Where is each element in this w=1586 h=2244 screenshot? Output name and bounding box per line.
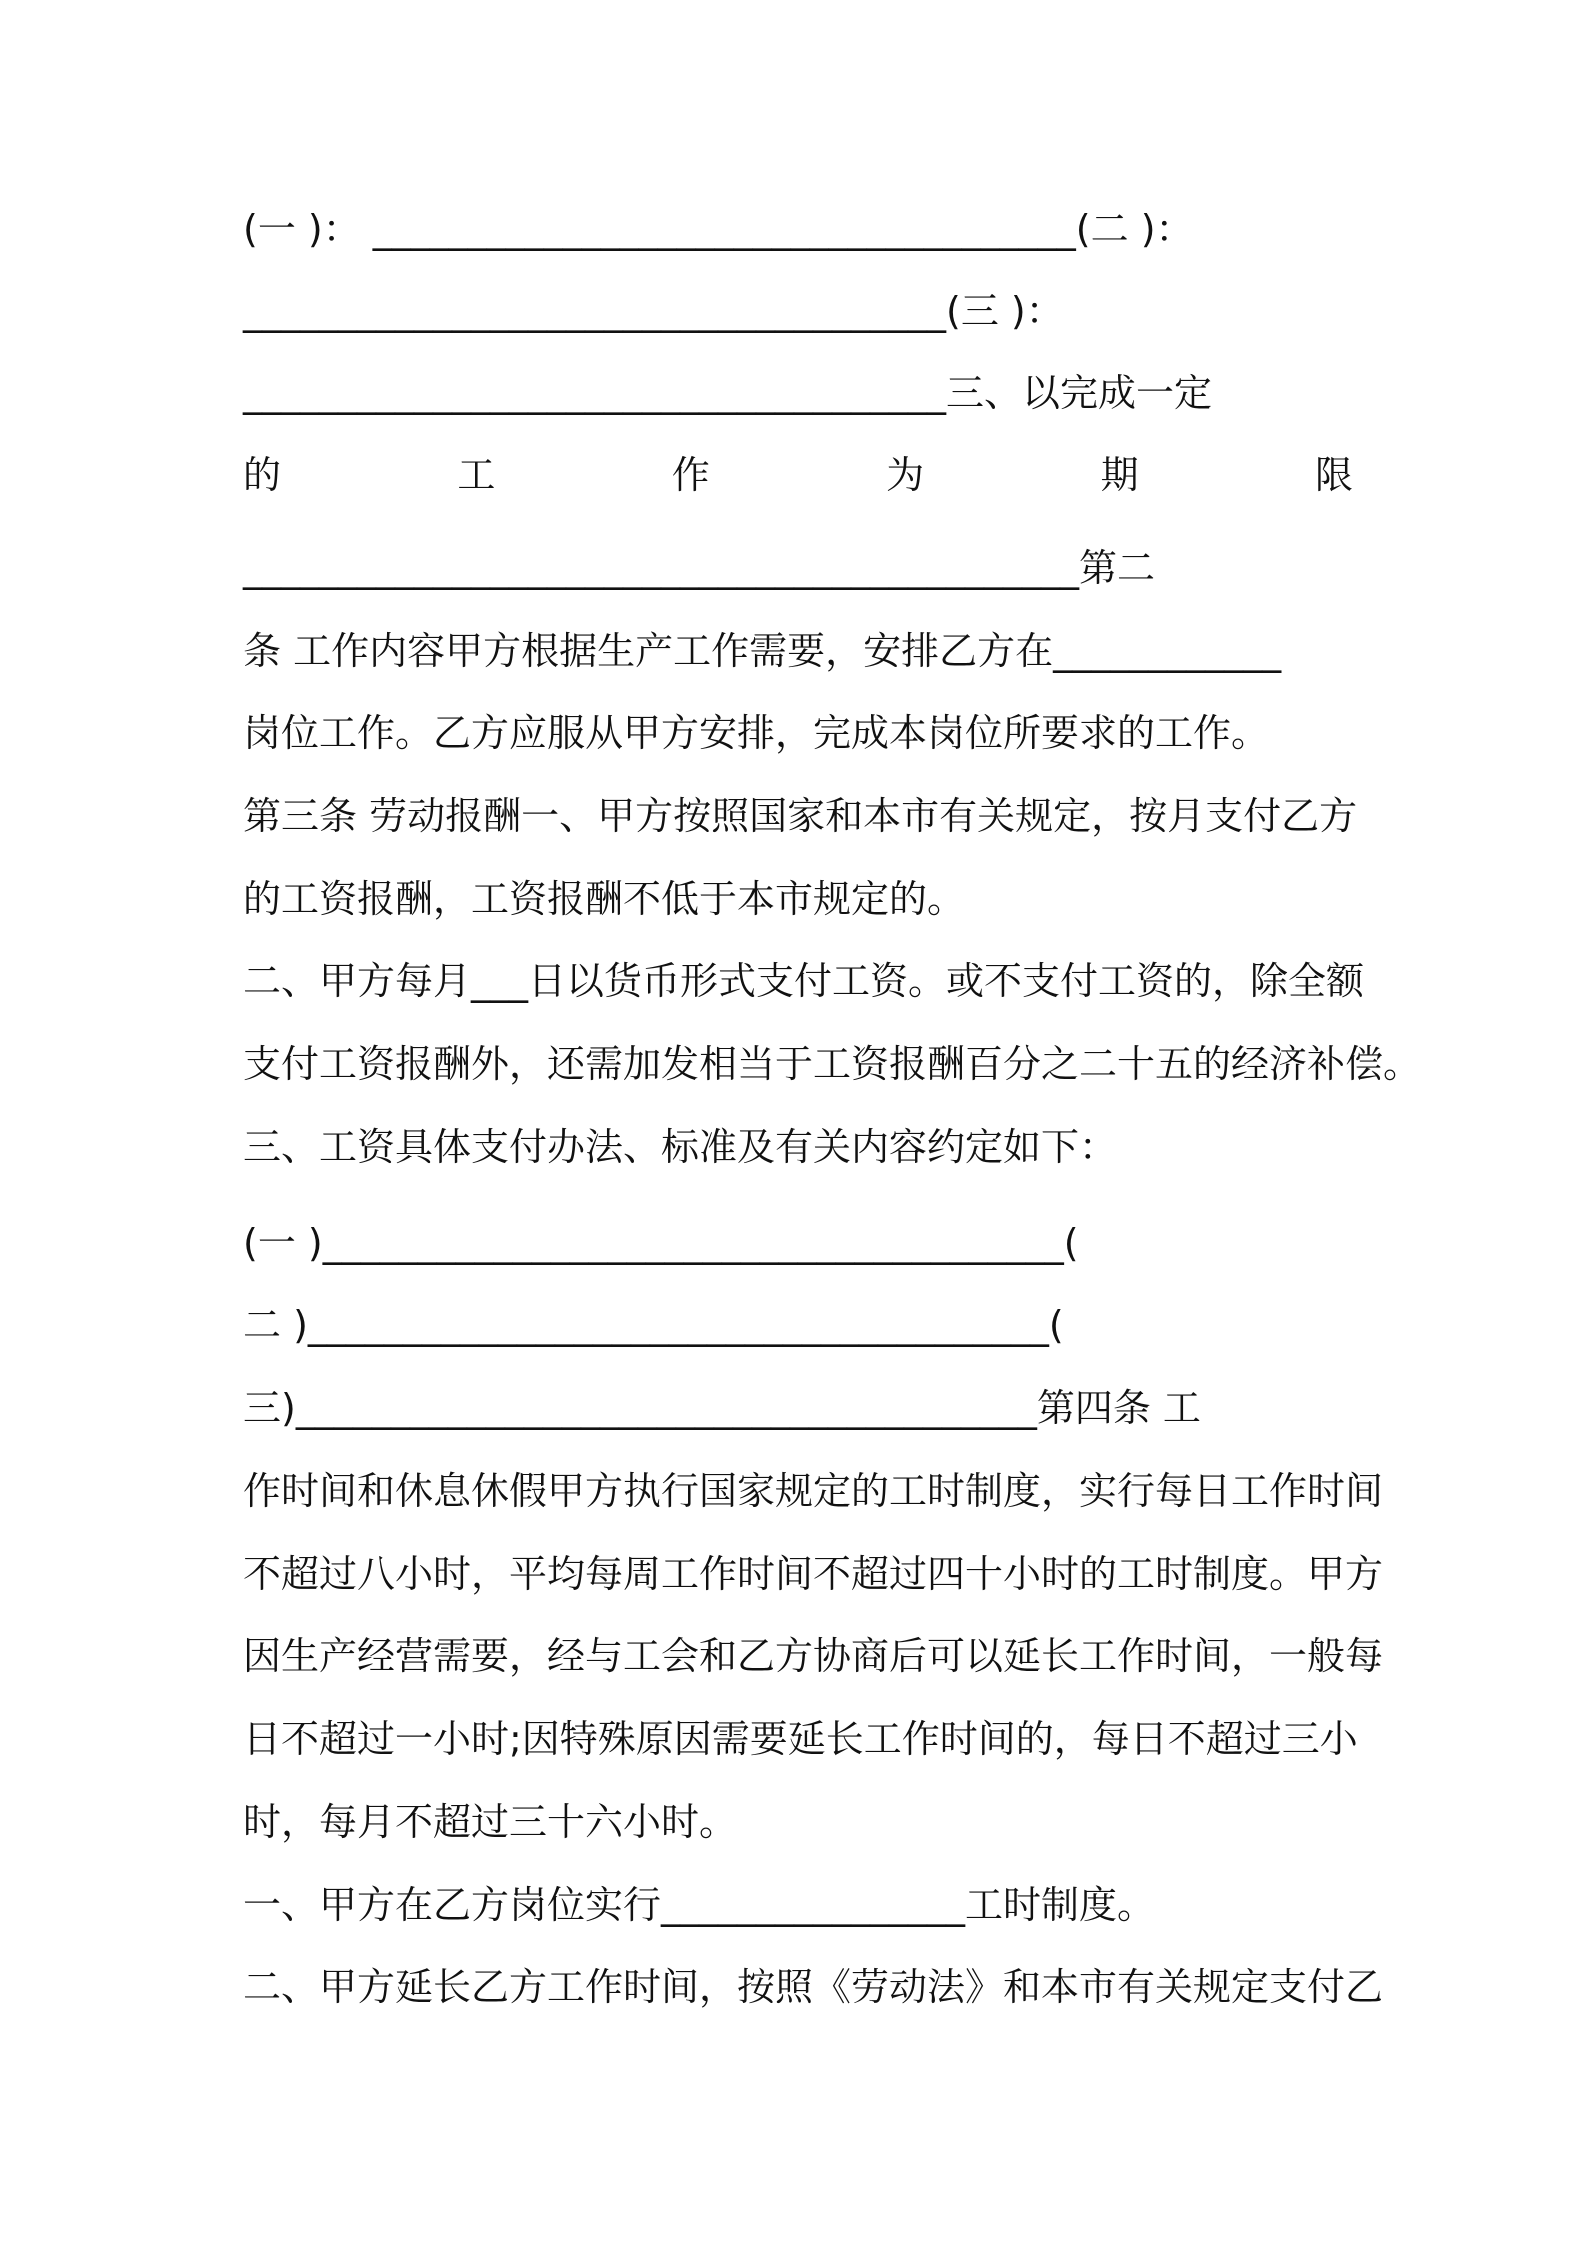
spaced-char-6: 限: [1314, 453, 1353, 497]
spaced-char-5: 期: [1100, 453, 1139, 497]
text-line-2: _____________________________________(三 )：: [243, 289, 1064, 333]
text-line-13: (一 )_______________________________________(: [243, 1221, 1079, 1265]
text-line-11: 支付工资报酬外，还需加发相当于工资报酬百分之二十五的经济补偿。: [243, 1042, 1422, 1086]
spaced-char-2: 工: [457, 453, 496, 497]
spaced-char-4: 为: [886, 453, 925, 497]
text-line-10: 二、甲方每月___日以货币形式支付工资。或不支付工资的，除全额: [243, 959, 1365, 1003]
text-line-5: ____________________________________________第二: [243, 546, 1156, 590]
text-line-21: 一、甲方在乙方岗位实行________________工时制度。: [243, 1883, 1156, 1927]
spaced-char-3: 作: [671, 453, 710, 497]
text-line-19: 日不超过一小时;因特殊原因需要延长工作时间的，每日不超过三小: [243, 1717, 1358, 1761]
text-line-3: _____________________________________三、以完成一定: [243, 371, 1213, 415]
text-line-1: (一 )： _____________________________________(二 )：: [243, 207, 1194, 251]
text-line-14: 二 )_______________________________________(: [243, 1303, 1064, 1347]
text-line-20: 时，每月不超过三十六小时。: [243, 1800, 738, 1844]
text-line-12: 三、工资具体支付办法、标准及有关内容约定如下：: [243, 1125, 1118, 1169]
spaced-char-1: 的: [243, 453, 282, 497]
text-line-8: 第三条 劳动报酬一、甲方按照国家和本市有关规定，按月支付乙方: [243, 794, 1358, 838]
text-line-16: 作时间和休息休假甲方执行国家规定的工时制度，实行每日工作时间: [243, 1469, 1384, 1513]
text-line-17: 不超过八小时，平均每周工作时间不超过四十小时的工时制度。甲方: [243, 1552, 1384, 1596]
text-line-7: 岗位工作。乙方应服从甲方安排，完成本岗位所要求的工作。: [243, 711, 1270, 755]
spaced-text-line: [243, 450, 1353, 500]
text-line-9: 的工资报酬，工资报酬不低于本市规定的。: [243, 877, 966, 921]
text-line-22: 二、甲方延长乙方工作时间，按照《劳动法》和本市有关规定支付乙: [243, 1965, 1384, 2009]
text-line-15: 三)_______________________________________第四条 工: [243, 1386, 1201, 1430]
text-line-6: 条 工作内容甲方根据生产工作需要，安排乙方在____________: [243, 629, 1282, 673]
text-line-18: 因生产经营需要，经与工会和乙方协商后可以延长工作时间，一般每: [243, 1634, 1384, 1678]
